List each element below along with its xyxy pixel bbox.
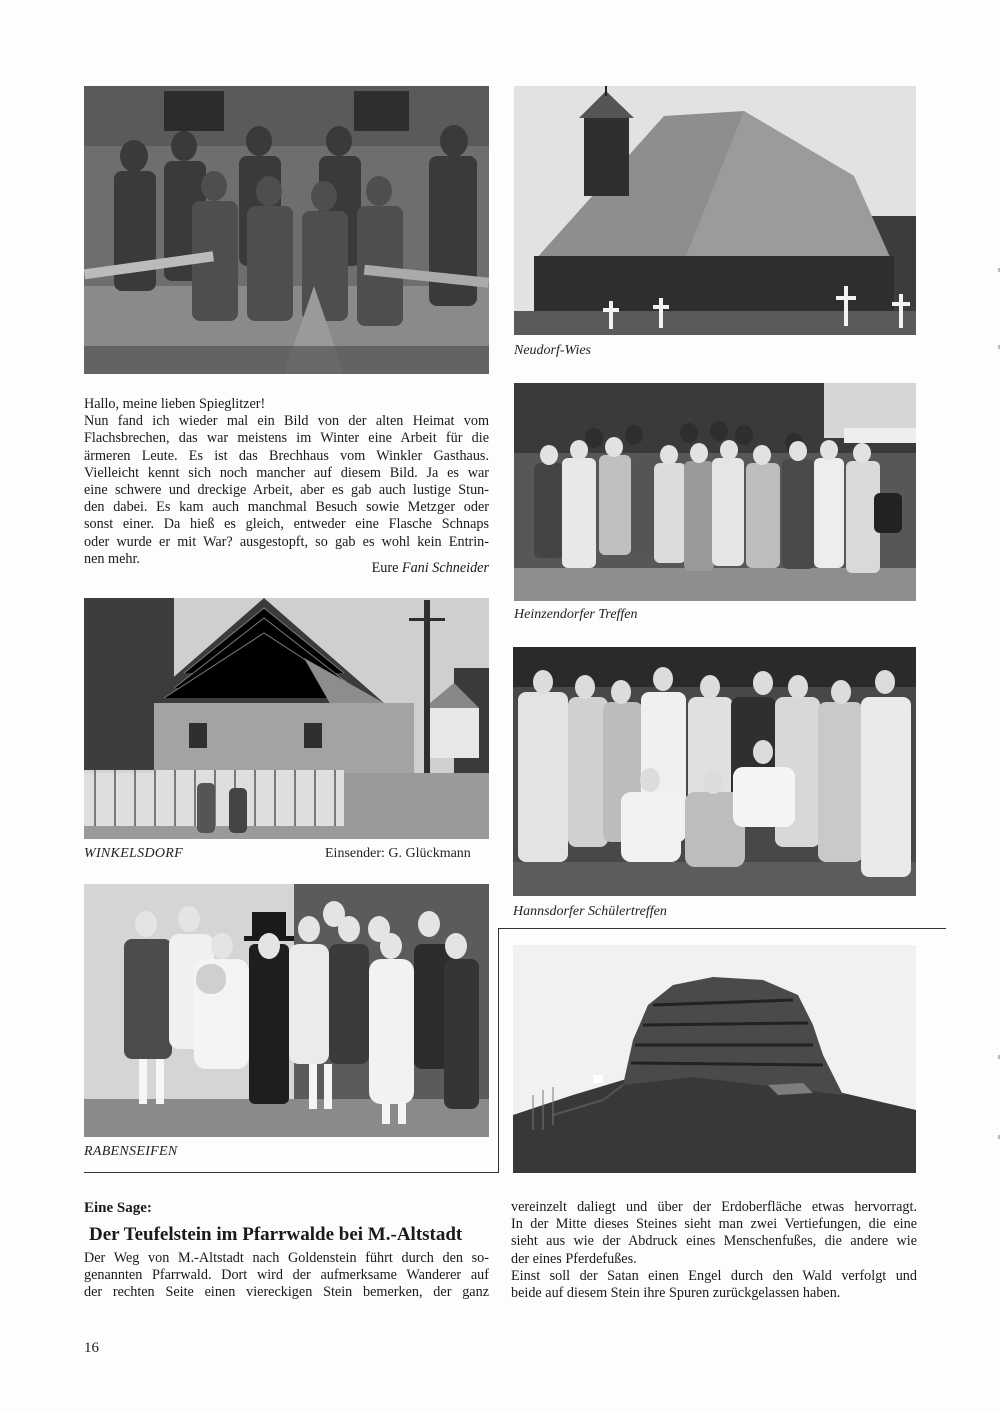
article-line: Der Weg von M.-Altstadt nach Goldenstein führt durch den so- xyxy=(84,1250,489,1266)
caption-rabenseifen: RABENSEIFEN xyxy=(84,1144,178,1159)
letter-line: eine schwere und dreckige Arbeit, aber es gab auch lustige Stun- xyxy=(84,482,489,499)
article-line: Einst soll der Satan einen Engel durch den Wald verfolgt und xyxy=(511,1267,917,1284)
letter-line: Flachsbrechen, das war meistens im Winter eine Arbeit für die xyxy=(84,430,489,447)
article-line: genannten Pfarrwald. Dort wird der aufmerksame Wanderer auf xyxy=(84,1267,489,1284)
photo-winkelsdorf xyxy=(84,598,489,839)
page-number: 16 xyxy=(84,1340,99,1356)
letter-line: Vielleicht kennt sich noch mancher auf diesem Bild. Ja es war xyxy=(84,464,489,481)
letter-line: den dabei. Es kam auch manchmal Besuch sowie Metzger oder xyxy=(84,499,489,516)
article-line: vereinzelt daliegt und über der Erdoberfläche etwas hervorragt. xyxy=(511,1199,917,1215)
photo-neudorf-wies-church xyxy=(514,86,916,335)
article-line: In der Mitte dieses Steines sieht man zwei Vertiefungen, die eine xyxy=(511,1216,917,1233)
letter-line: nen mehr. xyxy=(84,550,140,567)
letter-line: Nun fand ich wieder mal ein Bild von der alten Heimat vom xyxy=(84,413,489,430)
photo-rabenseifen xyxy=(84,884,489,1137)
photo-flachsbrechen xyxy=(84,86,489,374)
separator-rule xyxy=(498,928,499,1173)
article-column-left xyxy=(84,1250,489,1302)
letter-line: ärmeren Leute. Es ist das Brechhaus vom Winkler Gasthaus. xyxy=(84,447,489,464)
signoff-name: Fani Schneider xyxy=(401,560,489,576)
article-line: der rechten Seite einen viereckigen Stein bemerken, der ganz xyxy=(84,1284,489,1301)
article-title: Der Teufelstein im Pfarrwalde bei M.-Altstadt xyxy=(89,1224,463,1245)
caption-neudorf-wies: Neudorf-Wies xyxy=(514,343,591,358)
separator-rule xyxy=(84,1172,499,1173)
caption-hannsdorfer-schuelertreffen: Hannsdorfer Schülertreffen xyxy=(513,904,667,919)
article-line: der eines Pferdefußes. xyxy=(511,1250,637,1267)
caption-heinzendorfer-treffen: Heinzendorfer Treffen xyxy=(514,607,638,622)
article-kicker: Eine Sage: xyxy=(84,1200,152,1216)
separator-rule xyxy=(498,928,946,929)
letter-line: oder wurde er mit War? ausgestopft, so gab es wohl kein Entrin- xyxy=(84,533,489,550)
caption-winkelsdorf: WINKELSDORF xyxy=(84,846,183,861)
letter-signoff xyxy=(372,560,489,577)
letter-text xyxy=(84,396,489,568)
caption-winkelsdorf-sender: Einsender: G. Glückmann xyxy=(325,846,471,861)
article-line: beide auf diesem Stein ihre Spuren zurückgelassen haben. xyxy=(511,1285,841,1302)
article-column-right xyxy=(511,1199,917,1302)
photo-teufelstein-rock xyxy=(513,945,916,1173)
signoff-prefix: Eure xyxy=(371,560,399,576)
article-line: sieht aus wie der Abdruck eines Menschenfußes, die andere wie xyxy=(511,1233,917,1250)
photo-hannsdorfer-schuelertreffen xyxy=(513,647,916,896)
photo-heinzendorfer-treffen xyxy=(514,383,916,601)
letter-line: sonst einer. Da hieß es gleich, entweder eine Flasche Schnaps xyxy=(84,516,489,533)
letter-line: Hallo, meine lieben Spieglitzer! xyxy=(84,396,266,412)
